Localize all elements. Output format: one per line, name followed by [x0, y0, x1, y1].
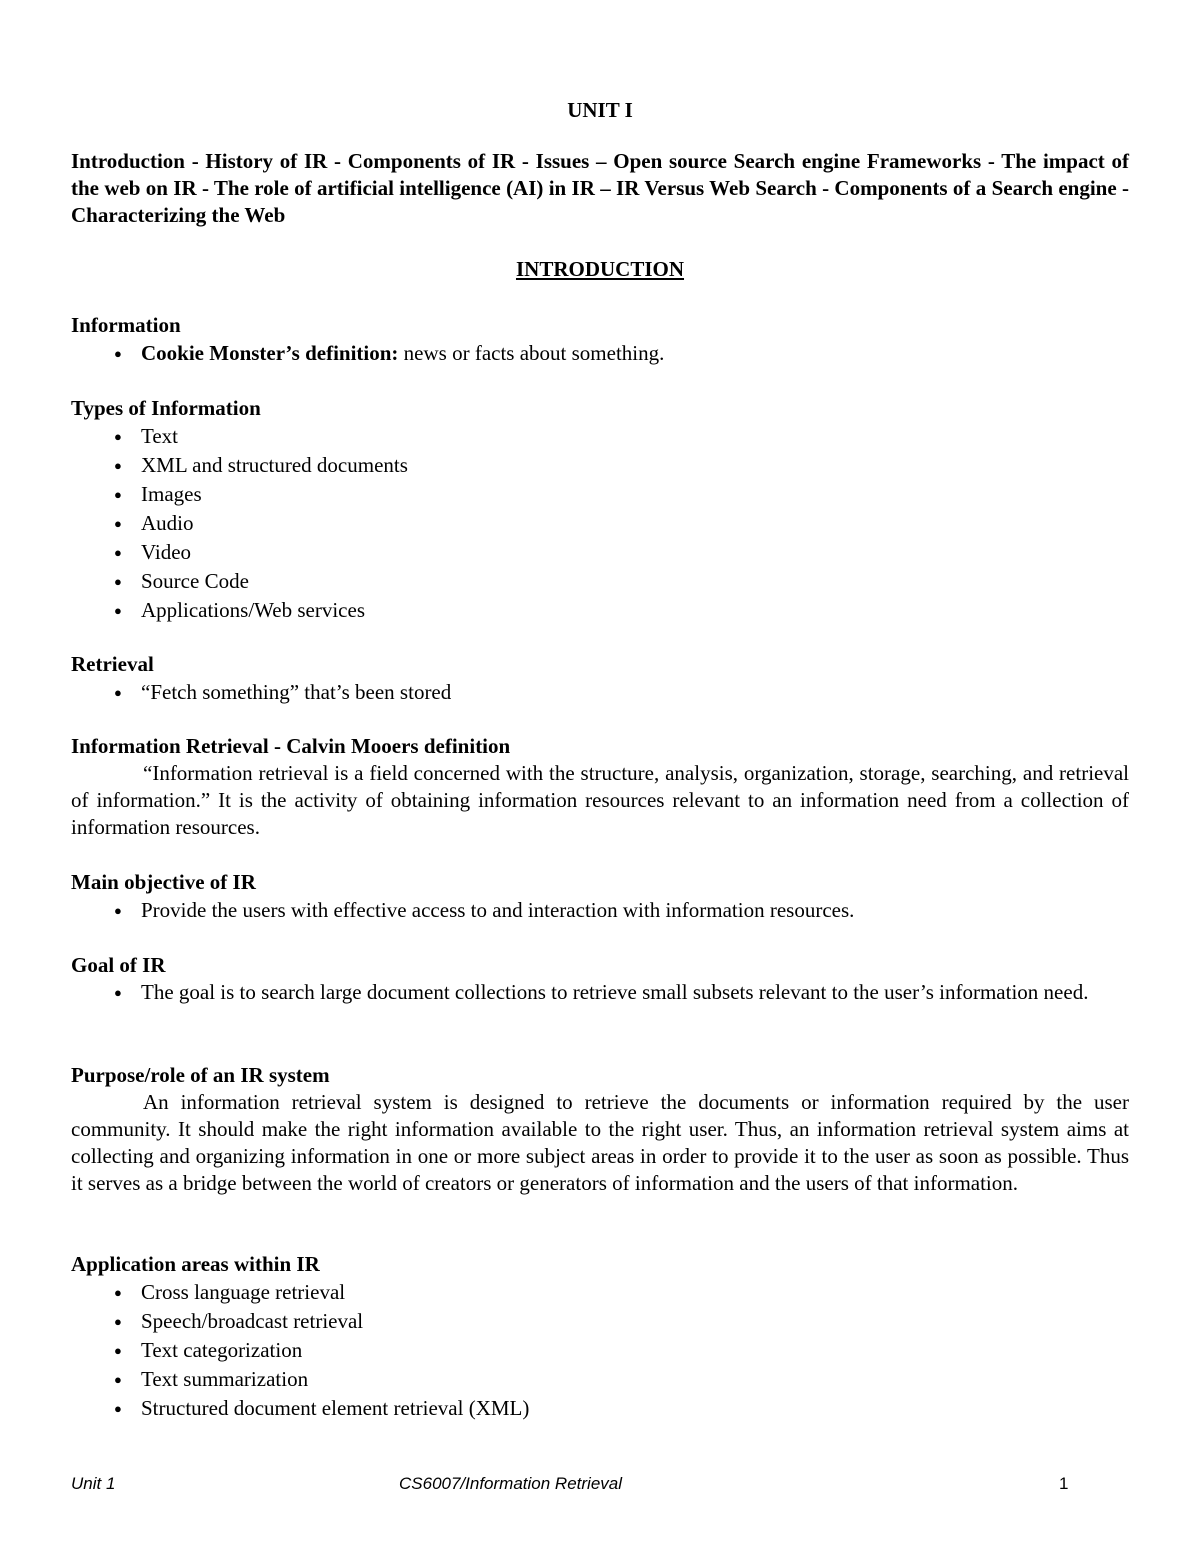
- definition-text: news or facts about something.: [398, 341, 665, 365]
- main-objective-section: [71, 868, 1129, 925]
- list-item: ● Speech/broadcast retrieval: [71, 1307, 1129, 1336]
- purpose-text: An information retrieval system is designed to retrieve the documents or information required by the user community. It should make the right information available to the right user. Thus, an information retrieval system aims at collecting and organizing information in one or more subject areas in order to provide it to the user as soon as possible. Thus it serves as a bridge between the world of creators or generators of information and the users of that information.: [71, 1090, 1129, 1195]
- purpose-heading: Purpose/role of an IR system: [71, 1063, 330, 1087]
- list-item: ● Text: [71, 422, 1129, 451]
- list-item: ● Text summarization: [71, 1365, 1129, 1394]
- ir-definition-text: “Information retrieval is a field concerned with the structure, analysis, organization, storage, searching, and retrieval of information.” It is the activity of obtaining information resources relevant to an information need from a collection of information resources.: [71, 761, 1129, 839]
- main-objective-list: [71, 896, 1129, 925]
- list-item: ● Source Code: [71, 567, 1129, 596]
- goal-list: [71, 979, 1129, 1006]
- goal-heading: Goal of IR: [71, 953, 166, 977]
- list-item: ● Cross language retrieval: [71, 1278, 1129, 1307]
- unit-title: UNIT I: [567, 98, 633, 122]
- list-item: ● Provide the users with effective access to and interaction with information resources.: [71, 896, 1129, 925]
- list-item: ● The goal is to search large document collections to retrieve small subsets relevant to the user’s information need.: [71, 979, 1129, 1006]
- retrieval-list: [71, 678, 1129, 707]
- types-section: [71, 394, 1129, 625]
- footer-course: CS6007/Information Retrieval: [399, 1474, 623, 1493]
- ir-definition-heading: Information Retrieval - Calvin Mooers definition: [71, 734, 511, 758]
- types-list: [71, 422, 1129, 625]
- types-heading: Types of Information: [71, 396, 261, 420]
- list-item: ● Text categorization: [71, 1336, 1129, 1365]
- ir-definition-paragraph: [71, 760, 1129, 841]
- information-list: [71, 339, 1129, 368]
- definition-label: Cookie Monster’s definition:: [141, 341, 399, 365]
- unit-topics: Introduction - History of IR - Components of IR - Issues – Open source Search engine Frameworks - The impact of the web on IR - The role of artificial intelligence (AI) in IR – IR Versus Web Search - Components of a Search engine - Characterizing the Web: [71, 149, 1129, 227]
- information-heading: Information: [71, 313, 181, 337]
- list-item: ● Audio: [71, 509, 1129, 538]
- list-item: ● “Fetch something” that’s been stored: [71, 678, 1129, 707]
- list-item: ● Applications/Web services: [71, 596, 1129, 625]
- retrieval-section: [71, 650, 1129, 707]
- applications-section: [71, 1250, 1129, 1423]
- list-item: ● XML and structured documents: [71, 451, 1129, 480]
- goal-section: [71, 951, 1129, 1006]
- applications-list: [71, 1278, 1129, 1423]
- list-item: ● Structured document element retrieval (XML): [71, 1394, 1129, 1423]
- list-item: ● Images: [71, 480, 1129, 509]
- purpose-section: [71, 1061, 1129, 1197]
- applications-heading: Application areas within IR: [71, 1252, 320, 1276]
- list-item: [71, 339, 1129, 368]
- purpose-paragraph: [71, 1089, 1129, 1197]
- retrieval-heading: Retrieval: [71, 652, 154, 676]
- information-section: [71, 311, 1129, 368]
- main-objective-heading: Main objective of IR: [71, 870, 256, 894]
- section-heading-introduction: INTRODUCTION: [515, 257, 685, 281]
- page-number: 1: [1059, 1474, 1069, 1493]
- footer-unit: Unit 1: [71, 1474, 116, 1493]
- ir-definition-section: [71, 732, 1129, 841]
- list-item: ● Video: [71, 538, 1129, 567]
